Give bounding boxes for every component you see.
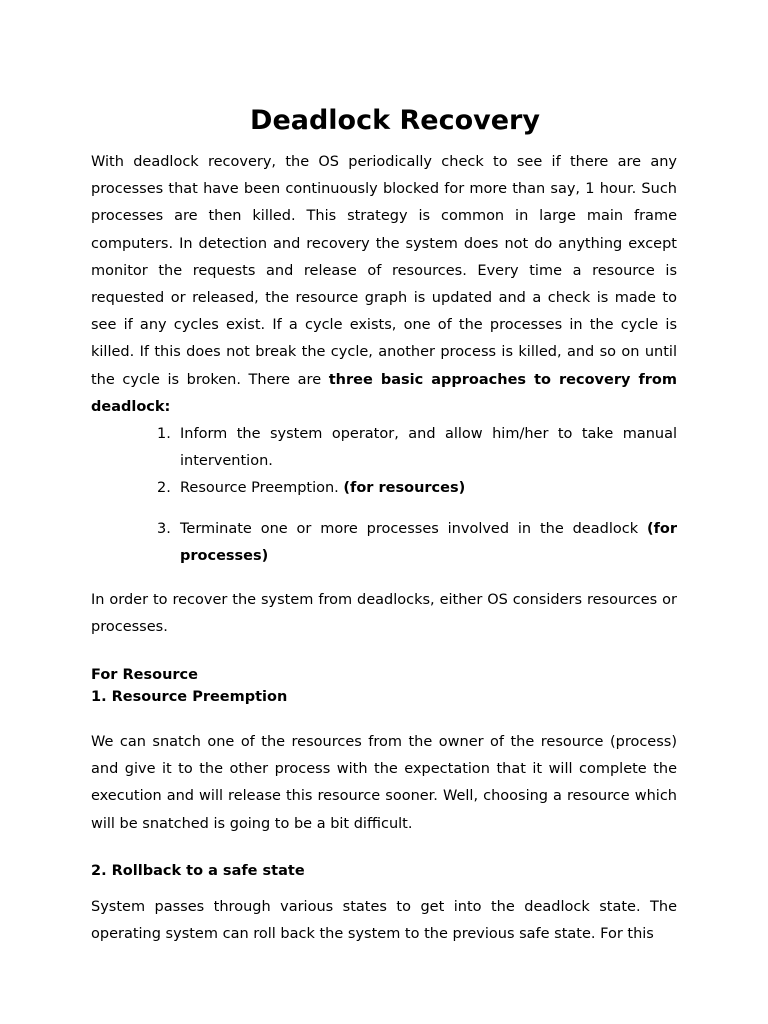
intro-text: With deadlock recovery, the OS periodically check to see if there are any processes that have been continuously blocked for more than say, 1 hour. Such processes are then killed. This strategy is common in large main frame computers. In detection and recovery the system does not do anything except monitor the requests and release of resources. Every time a resource is requested or released, the resource graph is updated and a check is made to see if any cycles exist. If a cycle exists, one of the processes in the cycle is killed. If this does not break the cycle, another process is killed, and so on until the cycle is broken. There are — [91, 154, 677, 388]
heading-rollback: 2. Rollback to a safe state — [91, 863, 305, 879]
heading-for-resource: For Resource — [91, 667, 198, 683]
intro-paragraph — [91, 149, 677, 421]
list-item-text: Resource Preemption. — [180, 480, 344, 497]
list-item-number: 2. — [157, 480, 171, 497]
list-item — [157, 516, 677, 570]
approaches-list — [157, 421, 677, 570]
list-item-number: 3. — [157, 520, 171, 537]
paragraph-preemption: We can snatch one of the resources from the owner of the resource (process) and give it to the other process with the expectation that it will complete the execution and will release this resource sooner. Well, choosing a resource which will be snatched is going to be a bit difficult. — [91, 734, 677, 832]
paragraph-rollback: System passes through various states to get into the deadlock state. The operating system can roll back the system to the previous safe state. For this — [91, 899, 677, 943]
list-item — [157, 421, 677, 475]
list-item-text: Inform the system operator, and allow him/her to take manual intervention. — [180, 426, 677, 470]
list-item-bold: (for processes) — [180, 520, 677, 564]
list-item-text: Terminate one or more processes involved in the deadlock — [180, 520, 647, 537]
intro-bold-text: three basic approaches to recovery from deadlock: — [91, 371, 677, 415]
list-item — [157, 475, 677, 502]
heading-resource-preemption: 1. Resource Preemption — [91, 689, 288, 705]
page-title: Deadlock Recovery — [250, 105, 540, 136]
paragraph-recover: In order to recover the system from deadlocks, either OS considers resources or processes. — [91, 592, 677, 636]
list-item-bold: (for resources) — [343, 480, 466, 497]
list-item-number: 1. — [157, 426, 171, 442]
